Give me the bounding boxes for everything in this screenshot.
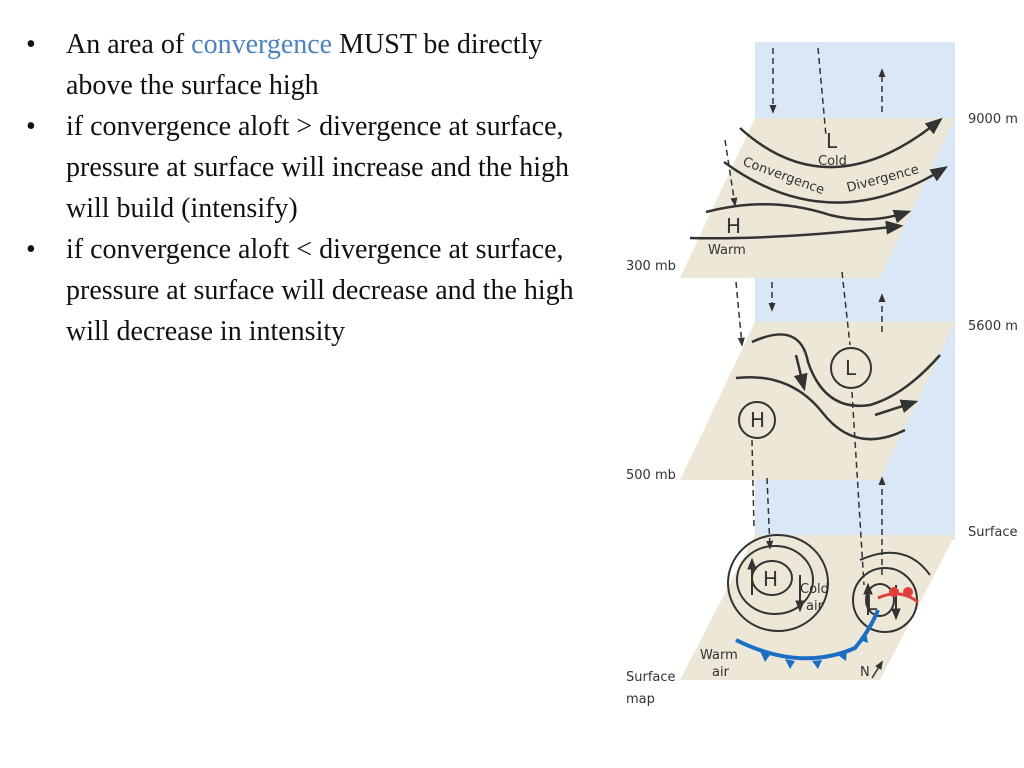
height-label-9000: 9000 m [968,112,1018,127]
north-label: N [860,665,870,680]
top-warm-label: Warm [708,243,746,258]
bullet-dot: • [26,111,36,142]
surface-high-symbol: H [763,567,779,591]
warm-front-symbol [889,587,899,597]
divergence-label: Divergence [845,162,921,196]
bullet-text-pre: An area of [66,29,192,60]
pressure-label-300: 300 mb [626,259,676,274]
bullet-text: if convergence aloft < divergence at surface, pressure at surface will decrease and the high will decrease in intensity [66,234,574,347]
cold-air-label: air [806,599,823,614]
surface-map-label: map [626,692,655,707]
top-low-symbol: L [826,129,838,153]
warm-front-symbol [903,587,913,597]
bullet-text: if convergence aloft > divergence at surface, pressure at surface will increase and the high will build (intensify) [66,111,570,224]
cold-air-label: Cold [800,582,829,597]
surface-map-label: Surface [626,670,676,685]
mid-high-symbol: H [750,408,766,432]
bullet-text-post: MUST be directly above the surface high [66,29,543,101]
mid-low-symbol: L [845,356,857,380]
warm-air-label: air [712,665,729,680]
warm-air-label: Warm [700,648,738,663]
surface-low-symbol: L [866,591,878,615]
top-cold-label: Cold [818,154,847,169]
top-high-symbol: H [726,214,742,238]
pressure-label-500: 500 mb [626,468,676,483]
bullet-dot: • [26,29,36,60]
bullet-dot: • [26,234,36,265]
vertical-flow [736,282,742,345]
convergence-label: Convergence [740,154,827,199]
highlight-convergence: convergence [191,29,333,60]
height-label-surface: Surface [968,525,1018,540]
height-label-5600: 5600 m [968,319,1018,334]
